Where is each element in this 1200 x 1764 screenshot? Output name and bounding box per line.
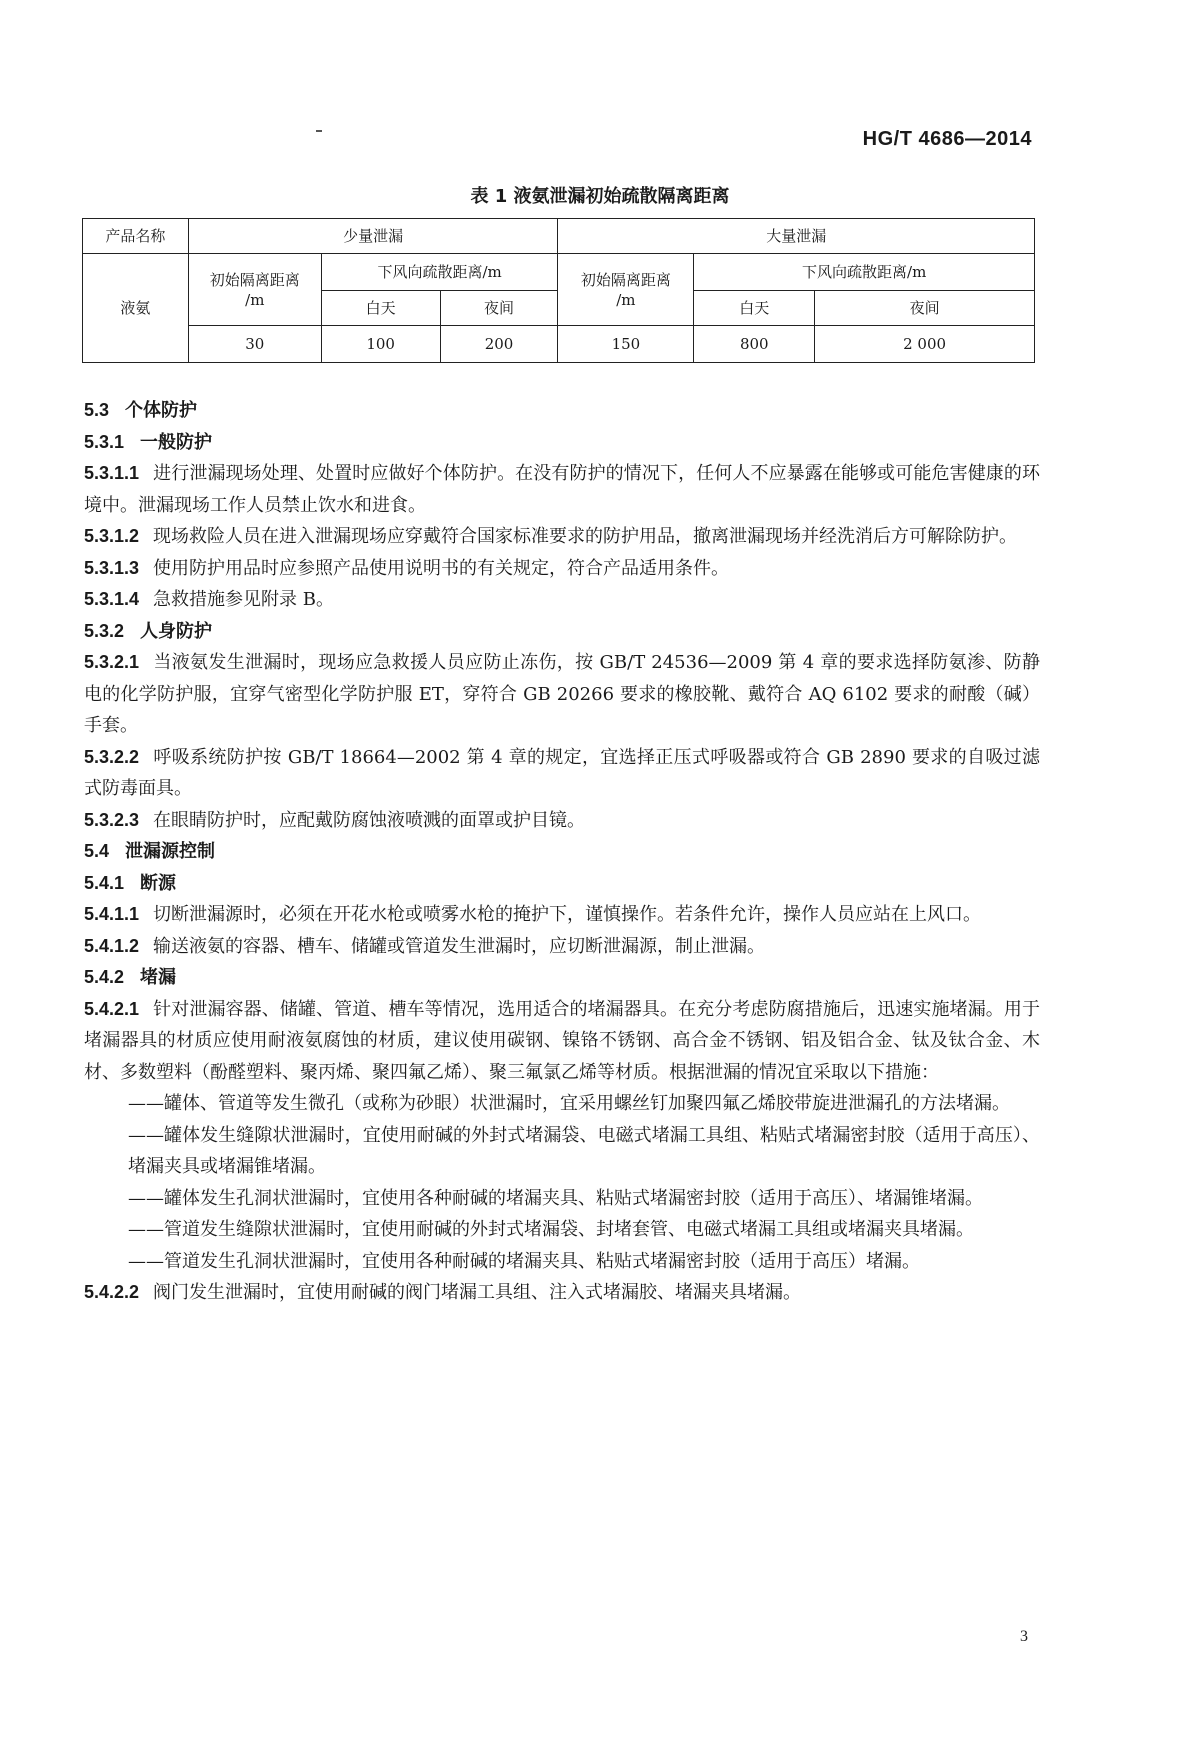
clause-paragraph: 5.4.1.2 输送液氨的容器、槽车、储罐或管道发生泄漏时，应切断泄漏源，制止泄漏。 xyxy=(84,935,766,957)
clause-paragraph: 5.3.2.2 呼吸系统防护按 GB/T 18664—2002 第 4 章的规定，宜选择正压式呼吸器或符合 GB 2890 要求的自吸过滤式防毒面具。 xyxy=(84,746,1040,799)
document-code: HG/T 4686—2014 xyxy=(862,128,1032,150)
evacuation-distance-table xyxy=(82,218,1035,363)
header-downwind-small: 下风向疏散距离/m xyxy=(321,254,558,291)
header-downwind-large: 下风向疏散距离/m xyxy=(694,254,1035,291)
list-item: ——罐体、管道等发生微孔（或称为砂眼）状泄漏时，宜采用螺丝钉加聚四氟乙烯胶带旋进泄漏孔的方法堵漏。 xyxy=(128,1093,1010,1114)
value-initial-large: 150 xyxy=(558,326,694,363)
clause-paragraph: 5.4.1.1 切断泄漏源时，必须在开花水枪或喷雾水枪的掩护下，谨慎操作。若条件允许，操作人员应站在上风口。 xyxy=(84,904,982,925)
product-cell: 液氨 xyxy=(83,254,189,363)
clause-paragraph: 5.4.2.1 针对泄漏容器、储罐、管道、槽车等情况，选用适合的堵漏器具。在充分考虑防腐措施后，迅速实施堵漏。用于堵漏器具的材质应使用耐液氨腐蚀的材质，建议使用碳钢、镍铬不锈钢、高合金不锈钢、铝及铝合金、钛及钛合金、木材、多数塑料（酚醛塑料、聚丙烯、聚四氟乙烯）、聚三氟氯乙烯等材质。根据泄漏的情况宜采取以下措施： xyxy=(84,998,1040,1083)
scan-artifact xyxy=(316,130,322,132)
header-night-large: 夜间 xyxy=(815,291,1035,326)
list-item: ——罐体发生缝隙状泄漏时，宜使用耐碱的外封式堵漏袋、电磁式堵漏工具组、粘贴式堵漏密封胶（适用于高压）、堵漏夹具或堵漏锥堵漏。 xyxy=(128,1124,1040,1177)
clause-paragraph: 5.3.1.3 使用防护用品时应参照产品使用说明书的有关规定，符合产品适用条件。 xyxy=(84,557,730,579)
section-heading: 5.3.1 一般防护 xyxy=(84,431,213,453)
clause-paragraph: 5.3.1.4 急救措施参见附录 B。 xyxy=(84,589,334,610)
value-day-large: 800 xyxy=(694,326,815,363)
header-day-large: 白天 xyxy=(694,291,815,326)
header-day-small: 白天 xyxy=(321,291,440,326)
value-day-small: 100 xyxy=(321,326,440,363)
document-body xyxy=(84,395,1040,1309)
list-item: ——管道发生缝隙状泄漏时，宜使用耐碱的外封式堵漏袋、封堵套管、电磁式堵漏工具组或堵漏夹具堵漏。 xyxy=(128,1219,974,1240)
value-night-large: 2 000 xyxy=(815,326,1035,363)
clause-paragraph: 5.3.1.1 进行泄漏现场处理、处置时应做好个体防护。在没有防护的情况下，任何人不应暴露在能够或可能危害健康的环境中。泄漏现场工作人员禁止饮水和进食。 xyxy=(84,463,1040,516)
header-product: 产品名称 xyxy=(83,219,189,254)
header-initial-distance-large: 初始隔离距离 /m xyxy=(558,254,694,326)
list-item: ——罐体发生孔洞状泄漏时，宜使用各种耐碱的堵漏夹具、粘贴式堵漏密封胶（适用于高压）、堵漏锥堵漏。 xyxy=(128,1187,983,1209)
clause-paragraph: 5.3.1.2 现场救险人员在进入泄漏现场应穿戴符合国家标准要求的防护用品，撤离泄漏现场并经洗消后方可解除防护。 xyxy=(84,526,1018,547)
value-initial-small: 30 xyxy=(188,326,321,363)
list-item: ——管道发生孔洞状泄漏时，宜使用各种耐碱的堵漏夹具、粘贴式堵漏密封胶（适用于高压）堵漏。 xyxy=(128,1250,920,1272)
section-heading: 5.4.1 断源 xyxy=(84,872,177,894)
header-initial-distance-small: 初始隔离距离 /m xyxy=(188,254,321,326)
clause-paragraph: 5.3.2.3 在眼睛防护时，应配戴防腐蚀液喷溅的面罩或护目镜。 xyxy=(84,809,586,831)
section-heading: 5.3 个体防护 xyxy=(84,400,198,421)
header-large-leak: 大量泄漏 xyxy=(558,219,1035,254)
section-heading: 5.4.2 堵漏 xyxy=(84,967,177,988)
header-small-leak: 少量泄漏 xyxy=(188,219,558,254)
section-heading: 5.4 泄漏源控制 xyxy=(84,841,216,862)
value-night-small: 200 xyxy=(440,326,558,363)
page-number: 3 xyxy=(1020,1628,1028,1645)
clause-paragraph: 5.3.2.1 当液氨发生泄漏时，现场应急救援人员应防止冻伤，按 GB/T 24536—2009 第 4 章的要求选择防氨渗、防静电的化学防护服，宜穿气密型化学防护服 ET，穿符合 GB 20266 要求的橡胶靴、戴符合 AQ 6102 要求的耐酸（碱）手套。 xyxy=(84,652,1040,736)
clause-paragraph: 5.4.2.2 阀门发生泄漏时，宜使用耐碱的阀门堵漏工具组、注入式堵漏胶、堵漏夹具堵漏。 xyxy=(84,1282,802,1303)
table-title: 表 1 液氨泄漏初始疏散隔离距离 xyxy=(470,186,730,207)
section-heading: 5.3.2 人身防护 xyxy=(84,620,213,642)
header-night-small: 夜间 xyxy=(440,291,558,326)
